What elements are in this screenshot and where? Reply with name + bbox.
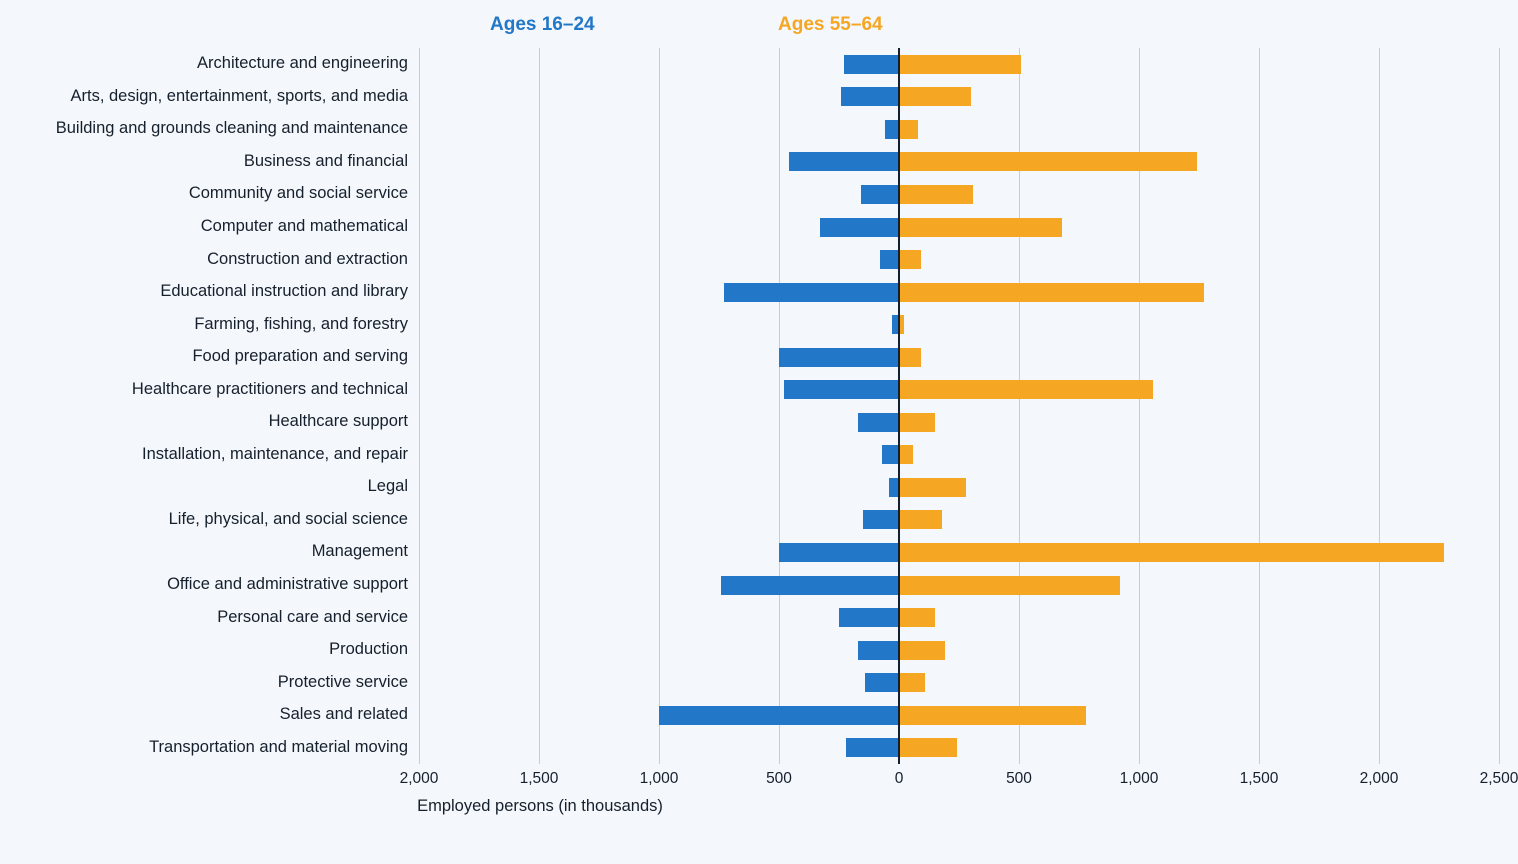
x-tick-label: 2,500 — [1479, 770, 1518, 787]
bar-ages-55-64 — [899, 218, 1062, 237]
bar-ages-55-64 — [899, 478, 966, 497]
bar-ages-55-64 — [899, 641, 945, 660]
bar-ages-55-64 — [899, 87, 971, 106]
bar-ages-16-24 — [880, 250, 899, 269]
bar-ages-16-24 — [844, 55, 899, 74]
x-tick-label: 1,500 — [1239, 770, 1279, 787]
bar-ages-55-64 — [899, 673, 925, 692]
category-label: Community and social service — [188, 184, 408, 203]
bar-ages-16-24 — [779, 348, 899, 367]
legend-item-ages-55-64: Ages 55–64 — [778, 14, 883, 35]
bar-ages-16-24 — [659, 706, 899, 725]
bar-ages-55-64 — [899, 413, 935, 432]
gridline — [659, 48, 660, 764]
x-tick-label: 1,000 — [1119, 770, 1159, 787]
gridline — [1259, 48, 1260, 764]
x-tick-label: 1,500 — [519, 770, 559, 787]
category-label: Arts, design, entertainment, sports, and media — [70, 86, 408, 105]
category-label: Healthcare practitioners and technical — [131, 379, 408, 398]
category-label: Food preparation and serving — [192, 347, 408, 366]
category-label: Healthcare support — [268, 412, 408, 431]
gridline — [419, 48, 420, 764]
bar-ages-16-24 — [841, 87, 899, 106]
category-label: Farming, fishing, and forestry — [194, 314, 408, 333]
x-tick-label: 500 — [1006, 770, 1032, 787]
bar-ages-16-24 — [789, 152, 899, 171]
bar-ages-16-24 — [724, 283, 899, 302]
bar-ages-55-64 — [899, 380, 1153, 399]
plot-area — [419, 48, 1499, 764]
bar-ages-16-24 — [885, 120, 899, 139]
x-tick-label: 1,000 — [639, 770, 679, 787]
category-label: Management — [311, 542, 408, 561]
bar-ages-55-64 — [899, 250, 921, 269]
bar-ages-55-64 — [899, 510, 942, 529]
bar-ages-16-24 — [858, 641, 899, 660]
category-label: Transportation and material moving — [149, 737, 408, 756]
category-label: Production — [329, 640, 408, 659]
category-label: Sales and related — [279, 705, 408, 724]
bar-ages-16-24 — [820, 218, 899, 237]
category-label: Life, physical, and social science — [168, 509, 408, 528]
gridline — [539, 48, 540, 764]
gridline — [779, 48, 780, 764]
zero-axis-line — [898, 48, 900, 764]
category-label: Legal — [367, 477, 408, 496]
gridline — [1379, 48, 1380, 764]
bar-ages-55-64 — [899, 55, 1021, 74]
bar-ages-16-24 — [721, 576, 899, 595]
bar-ages-55-64 — [899, 120, 918, 139]
bar-ages-16-24 — [863, 510, 899, 529]
bar-ages-55-64 — [899, 185, 973, 204]
bar-ages-55-64 — [899, 543, 1444, 562]
bar-ages-16-24 — [846, 738, 899, 757]
category-label: Building and grounds cleaning and maintenance — [55, 119, 408, 138]
bar-ages-55-64 — [899, 738, 957, 757]
category-label: Architecture and engineering — [197, 54, 408, 73]
bar-ages-55-64 — [899, 283, 1204, 302]
x-axis-title — [0, 797, 1000, 816]
legend-item-ages-16-24: Ages 16–24 — [490, 14, 595, 35]
bar-ages-16-24 — [861, 185, 899, 204]
category-label: Installation, maintenance, and repair — [142, 444, 408, 463]
gridline — [1499, 48, 1500, 764]
x-tick-label: 500 — [766, 770, 792, 787]
x-tick-label: 2,000 — [1359, 770, 1399, 787]
category-label: Educational instruction and library — [160, 282, 408, 301]
bar-ages-55-64 — [899, 445, 913, 464]
bar-ages-16-24 — [784, 380, 899, 399]
category-label: Protective service — [277, 672, 408, 691]
x-tick-label: 0 — [894, 770, 904, 787]
bar-ages-16-24 — [882, 445, 899, 464]
bar-ages-16-24 — [839, 608, 899, 627]
bar-ages-16-24 — [779, 543, 899, 562]
bar-ages-55-64 — [899, 576, 1120, 595]
bar-ages-55-64 — [899, 608, 935, 627]
category-label: Computer and mathematical — [200, 217, 408, 235]
bar-ages-55-64 — [899, 706, 1086, 725]
x-tick-label: 2,000 — [399, 770, 439, 787]
bar-ages-55-64 — [899, 348, 921, 367]
category-label: Office and administrative support — [167, 575, 408, 593]
bar-ages-16-24 — [858, 413, 899, 432]
category-label: Personal care and service — [217, 607, 408, 626]
category-label: Business and financial — [243, 151, 408, 170]
bar-ages-16-24 — [865, 673, 899, 692]
bar-ages-55-64 — [899, 152, 1197, 171]
category-label: Construction and extraction — [207, 249, 408, 268]
category-axis-labels — [0, 48, 408, 764]
chart-legend — [0, 14, 1000, 44]
x-axis-title-text: Employed persons (in thousands) — [417, 797, 663, 815]
